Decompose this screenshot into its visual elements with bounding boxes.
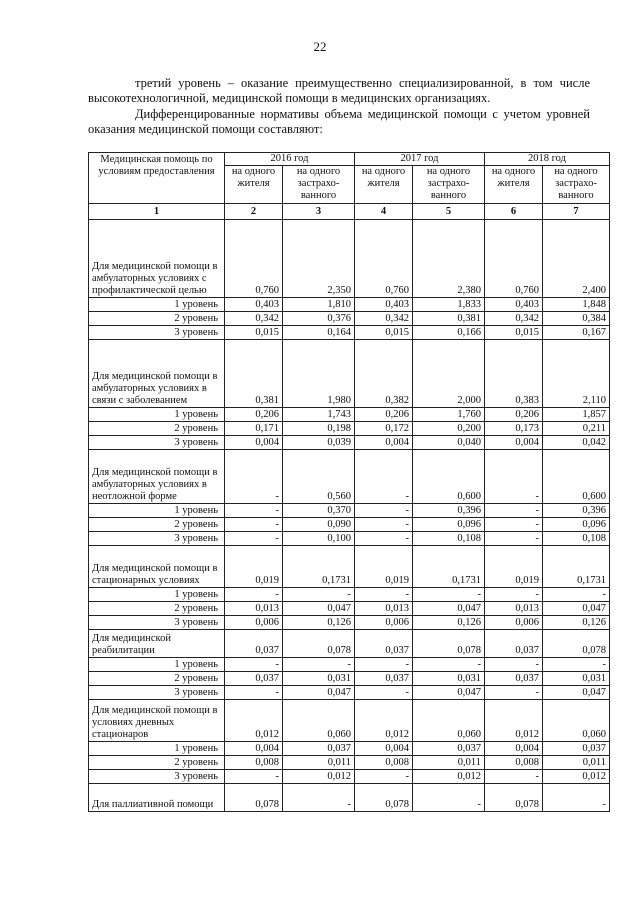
table-cell: 0,164 [283, 326, 355, 340]
col-header-year-2018: 2018 год [485, 153, 610, 166]
table-row-level [89, 588, 610, 602]
table-body [89, 220, 610, 812]
table-cell: 1,848 [543, 298, 610, 312]
table-cell: 0,015 [485, 326, 543, 340]
table-row-category [89, 546, 610, 588]
table-cell: 0,060 [413, 700, 485, 742]
table-cell: 0,008 [225, 756, 283, 770]
table-cell: - [355, 518, 413, 532]
table-cell: 0,011 [413, 756, 485, 770]
table-cell: 1,743 [283, 408, 355, 422]
table-cell: 0,078 [225, 784, 283, 812]
table-cell: 0,040 [413, 436, 485, 450]
row-label: 1 уровень [89, 408, 225, 422]
col-header-per-resident: на одного жителя [355, 166, 413, 204]
table-cell: 0,381 [225, 340, 283, 408]
table-cell: - [543, 658, 610, 672]
table-cell: 0,031 [413, 672, 485, 686]
table-cell: - [225, 770, 283, 784]
table-cell: 0,004 [355, 436, 413, 450]
row-label: Для медицинской помощи в амбулаторных условиях с профилактической целью [89, 220, 225, 298]
table-row-level [89, 532, 610, 546]
table-row-level [89, 312, 610, 326]
column-number: 4 [355, 204, 413, 220]
table-row-category [89, 220, 610, 298]
table-cell: 0,011 [543, 756, 610, 770]
norms-table [88, 152, 610, 812]
paragraph-levels: третий уровень – оказание преимущественно специализированной, в том числе высокотехнологичной, медицинской помощи в медицинских организациях. [88, 76, 590, 105]
column-number: 5 [413, 204, 485, 220]
table-cell: 1,810 [283, 298, 355, 312]
row-label: 1 уровень [89, 658, 225, 672]
table-cell: 2,350 [283, 220, 355, 298]
table-cell: 0,078 [283, 630, 355, 658]
row-label: 2 уровень [89, 422, 225, 436]
table-cell: - [485, 532, 543, 546]
column-number: 6 [485, 204, 543, 220]
col-header-year-2016: 2016 год [225, 153, 355, 166]
table-cell: 0,403 [355, 298, 413, 312]
table-cell: 0,381 [413, 312, 485, 326]
row-label: 1 уровень [89, 742, 225, 756]
table-cell: 0,047 [543, 602, 610, 616]
table-cell: 0,211 [543, 422, 610, 436]
table-cell: 1,760 [413, 408, 485, 422]
table-cell: - [485, 504, 543, 518]
table-cell: 0,006 [485, 616, 543, 630]
row-label: Для паллиативной помощи [89, 784, 225, 812]
row-label: Для медицинской помощи в амбулаторных условиях в связи с заболеванием [89, 340, 225, 408]
row-label: 2 уровень [89, 672, 225, 686]
table-cell: 0,060 [543, 700, 610, 742]
table-cell: 1,857 [543, 408, 610, 422]
table-row-level [89, 408, 610, 422]
table-cell: 0,047 [543, 686, 610, 700]
table-cell: 0,760 [355, 220, 413, 298]
table-row-level [89, 770, 610, 784]
table-cell: - [283, 658, 355, 672]
table-cell: 0,012 [355, 700, 413, 742]
table-row-level [89, 298, 610, 312]
table-row-level [89, 756, 610, 770]
table-cell: 0,004 [225, 436, 283, 450]
table-cell: 0,004 [485, 742, 543, 756]
header-row-years [89, 153, 610, 166]
table-cell: - [355, 686, 413, 700]
table-cell: 0,403 [225, 298, 283, 312]
table-cell: 0,560 [283, 450, 355, 504]
table-row-level [89, 742, 610, 756]
table-cell: 0,042 [543, 436, 610, 450]
table-row-level [89, 658, 610, 672]
table-cell: - [485, 686, 543, 700]
table-cell: - [283, 784, 355, 812]
table-cell: 0,004 [355, 742, 413, 756]
table-cell: - [485, 518, 543, 532]
table-cell: 0,006 [355, 616, 413, 630]
col-header-per-insured: на одного застрахо- ванного [413, 166, 485, 204]
table-cell: 0,037 [225, 672, 283, 686]
table-cell: - [225, 532, 283, 546]
table-cell: 0,019 [355, 546, 413, 588]
row-label: 3 уровень [89, 436, 225, 450]
table-cell: 0,384 [543, 312, 610, 326]
table-cell: - [413, 588, 485, 602]
table-cell: - [413, 658, 485, 672]
row-label: 3 уровень [89, 532, 225, 546]
table-row-level [89, 518, 610, 532]
table-row-category [89, 630, 610, 658]
table-cell: 0,037 [225, 630, 283, 658]
table-cell: 0,078 [543, 630, 610, 658]
table-row-level [89, 422, 610, 436]
table-cell: 1,833 [413, 298, 485, 312]
table-cell: 0,382 [355, 340, 413, 408]
table-cell: 0,008 [355, 756, 413, 770]
table-cell: 0,013 [225, 602, 283, 616]
col-header-conditions: Медицинская помощь по условиям предоставления [89, 153, 225, 204]
table-cell: 0,012 [485, 700, 543, 742]
row-label: 1 уровень [89, 504, 225, 518]
table-cell: - [355, 450, 413, 504]
table-cell: 0,100 [283, 532, 355, 546]
col-header-per-insured: на одного застрахо- ванного [283, 166, 355, 204]
table-cell: - [283, 588, 355, 602]
table-row-category [89, 450, 610, 504]
table-row-category [89, 700, 610, 742]
row-label: 1 уровень [89, 588, 225, 602]
table-row-category [89, 784, 610, 812]
row-label: Для медицинской реабилитации [89, 630, 225, 658]
table-cell: 0,011 [283, 756, 355, 770]
page-number: 22 [313, 39, 327, 54]
column-number-row [89, 204, 610, 220]
table-row-level [89, 504, 610, 518]
table-cell: 2,380 [413, 220, 485, 298]
table-cell: 2,000 [413, 340, 485, 408]
table-cell: 0,031 [283, 672, 355, 686]
table-cell: 0,342 [485, 312, 543, 326]
row-label: Для медицинской помощи в стационарных условиях [89, 546, 225, 588]
table-cell: - [225, 518, 283, 532]
table-cell: 0,383 [485, 340, 543, 408]
table-cell: - [485, 770, 543, 784]
table-cell: 0,396 [543, 504, 610, 518]
table-cell: - [355, 658, 413, 672]
row-label: 2 уровень [89, 312, 225, 326]
table-cell: 0,1731 [543, 546, 610, 588]
table-cell: 0,600 [543, 450, 610, 504]
table-cell: 0,600 [413, 450, 485, 504]
row-label: 3 уровень [89, 616, 225, 630]
table-cell: 0,206 [485, 408, 543, 422]
table-cell: 0,047 [413, 602, 485, 616]
table-cell: 0,090 [283, 518, 355, 532]
table-cell: 0,019 [485, 546, 543, 588]
table-cell: 0,012 [283, 770, 355, 784]
table-cell: 0,031 [543, 672, 610, 686]
table-cell: - [543, 588, 610, 602]
row-label: 3 уровень [89, 770, 225, 784]
col-header-year-2017: 2017 год [355, 153, 485, 166]
table-cell: 0,037 [355, 672, 413, 686]
table-cell: 0,126 [543, 616, 610, 630]
column-number: 1 [89, 204, 225, 220]
table-cell: 0,342 [355, 312, 413, 326]
col-header-per-insured: на одного застрахо- ванного [543, 166, 610, 204]
table-cell: 0,078 [413, 630, 485, 658]
table-row-level [89, 326, 610, 340]
table-cell: 0,012 [543, 770, 610, 784]
table-row-level [89, 602, 610, 616]
col-header-per-resident: на одного жителя [225, 166, 283, 204]
table-cell: - [485, 658, 543, 672]
table-row-level [89, 436, 610, 450]
table-row-level [89, 672, 610, 686]
table-cell: 0,171 [225, 422, 283, 436]
table-cell: 0,167 [543, 326, 610, 340]
table-cell: - [355, 532, 413, 546]
row-label: 1 уровень [89, 298, 225, 312]
table-cell: 0,060 [283, 700, 355, 742]
table-cell: 0,008 [485, 756, 543, 770]
table-cell: 0,013 [355, 602, 413, 616]
table-cell: 0,037 [485, 630, 543, 658]
table-cell: 0,376 [283, 312, 355, 326]
table-cell: 0,006 [225, 616, 283, 630]
table-cell: 0,047 [413, 686, 485, 700]
table-cell: - [543, 784, 610, 812]
table-cell: 0,012 [413, 770, 485, 784]
table-cell: 0,004 [485, 436, 543, 450]
table-cell: 0,370 [283, 504, 355, 518]
row-label: 2 уровень [89, 518, 225, 532]
table-cell: - [225, 588, 283, 602]
table-cell: - [355, 770, 413, 784]
table-cell: 1,980 [283, 340, 355, 408]
table-row-level [89, 616, 610, 630]
table-cell: 2,110 [543, 340, 610, 408]
table-cell: 0,037 [413, 742, 485, 756]
table-cell: - [413, 784, 485, 812]
table-cell: - [225, 686, 283, 700]
table-cell: 0,206 [225, 408, 283, 422]
table-cell: 0,037 [485, 672, 543, 686]
row-label: 2 уровень [89, 602, 225, 616]
row-label: 3 уровень [89, 326, 225, 340]
table-cell: 0,172 [355, 422, 413, 436]
table-cell: 0,206 [355, 408, 413, 422]
table-cell: 0,037 [543, 742, 610, 756]
table-cell: - [355, 588, 413, 602]
column-number: 2 [225, 204, 283, 220]
table-cell: 0,173 [485, 422, 543, 436]
table-cell: 0,004 [225, 742, 283, 756]
table-cell: - [485, 450, 543, 504]
row-label: Для медицинской помощи в условиях дневных стационаров [89, 700, 225, 742]
table-cell: 0,166 [413, 326, 485, 340]
table-cell: 0,039 [283, 436, 355, 450]
table-cell: 0,108 [543, 532, 610, 546]
paragraph-intro: Дифференцированные нормативы объема медицинской помощи с учетом уровней оказания медицинской помощи составляют: [88, 107, 590, 136]
table-cell: 0,078 [355, 784, 413, 812]
table-cell: - [225, 658, 283, 672]
table-cell: - [225, 504, 283, 518]
table-cell: 0,078 [485, 784, 543, 812]
table-cell: - [225, 450, 283, 504]
table-cell: 0,037 [355, 630, 413, 658]
table-cell: 0,047 [283, 602, 355, 616]
table-cell: 0,342 [225, 312, 283, 326]
table-cell: - [485, 588, 543, 602]
table-cell: 0,1731 [413, 546, 485, 588]
table-cell: 0,126 [283, 616, 355, 630]
row-label: 2 уровень [89, 756, 225, 770]
row-label: Для медицинской помощи в амбулаторных условиях в неотложной форме [89, 450, 225, 504]
column-number: 3 [283, 204, 355, 220]
table-cell: 0,096 [543, 518, 610, 532]
table-cell: - [355, 504, 413, 518]
table-cell: 0,015 [355, 326, 413, 340]
table-cell: 2,400 [543, 220, 610, 298]
table-cell: 0,1731 [283, 546, 355, 588]
table-cell: 0,015 [225, 326, 283, 340]
table-cell: 0,037 [283, 742, 355, 756]
column-number: 7 [543, 204, 610, 220]
table-cell: 0,047 [283, 686, 355, 700]
row-label: 3 уровень [89, 686, 225, 700]
table-cell: 0,760 [485, 220, 543, 298]
table-cell: 0,013 [485, 602, 543, 616]
col-header-per-resident: на одного жителя [485, 166, 543, 204]
table-cell: 0,012 [225, 700, 283, 742]
table-row-level [89, 686, 610, 700]
table-cell: 0,403 [485, 298, 543, 312]
table-cell: 0,096 [413, 518, 485, 532]
table-cell: 0,198 [283, 422, 355, 436]
table-cell: 0,396 [413, 504, 485, 518]
table-cell: 0,200 [413, 422, 485, 436]
table-row-category [89, 340, 610, 408]
table-cell: 0,108 [413, 532, 485, 546]
table-cell: 0,126 [413, 616, 485, 630]
table-cell: 0,760 [225, 220, 283, 298]
table-cell: 0,019 [225, 546, 283, 588]
